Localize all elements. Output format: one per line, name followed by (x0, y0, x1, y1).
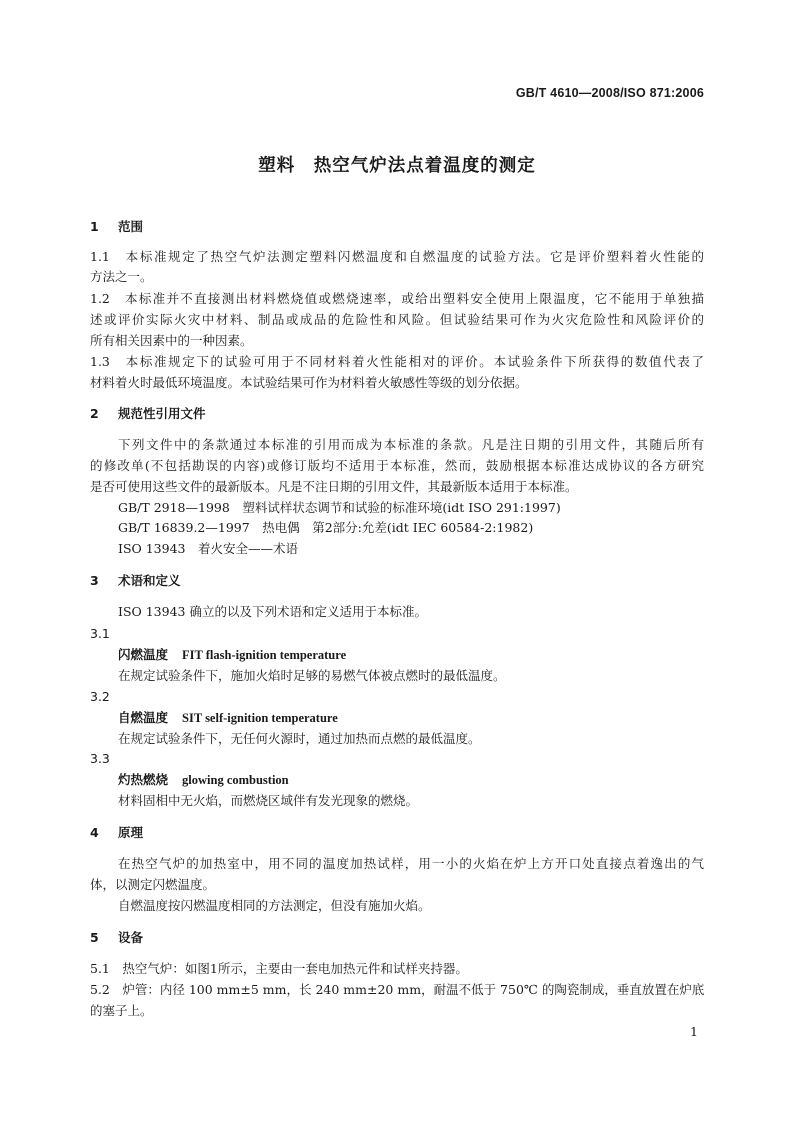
section-title: 原理 (118, 825, 144, 840)
term-number: 3.3 (90, 751, 110, 766)
reference-code: GB/T 16839.2—1997 (118, 520, 250, 535)
normative-reference (118, 541, 704, 557)
clause-5-2-line: 5.2 炉管：内径 100 mm±5 mm，长 240 mm±20 mm，耐温不低于 750℃ 的陶瓷制成，垂直放置在炉底 (90, 982, 704, 997)
section-number: 4 (90, 825, 99, 840)
section-4-para-2: 自燃温度按闪燃温度相同的方法测定，但没有施加火焰。 (118, 898, 431, 913)
term-chinese: 灼热燃烧 (118, 772, 169, 787)
section-2-para-line: 是否可使用这些文件的最新版本。凡是不注日期的引用文件，其最新版本适用于本标准。 (90, 479, 578, 494)
term-entry (118, 772, 704, 788)
section-2-heading (90, 406, 704, 422)
term-number: 3.1 (90, 626, 110, 641)
section-3-heading (90, 573, 704, 589)
section-title: 设备 (118, 930, 144, 945)
clause-1-1-line: 1.1 本标准规定了热空气炉法测定塑料闪燃温度和自燃温度的试验方法。它是评价塑料着火性能的 (90, 249, 704, 264)
term-number: 3.2 (90, 689, 110, 704)
clause-5-2-line: 的塞子上。 (90, 1003, 153, 1018)
term-english: SIT self-ignition temperature (182, 711, 338, 725)
section-3-intro: ISO 13943 确立的以及下列术语和定义适用于本标准。 (118, 604, 427, 619)
reference-title: 热电偶 第2部分:允差(idt IEC 60584-2:1982) (262, 520, 534, 535)
section-title: 规范性引用文件 (118, 406, 206, 421)
section-2-para-line: 的修改单(不包括勘误的内容)或修订版均不适用于本标准，然而，鼓励根据本标准达成协议的各方研究 (90, 458, 704, 473)
term-entry (118, 710, 704, 726)
clause-1-3-line: 1.3 本标准规定下的试验可用于不同材料着火性能相对的评价。本试验条件下所获得的数值代表了 (90, 354, 704, 369)
section-title: 范围 (118, 219, 144, 234)
page-number: 1 (690, 1024, 698, 1039)
clause-1-2-line: 所有相关因素中的一种因素。 (90, 333, 253, 348)
section-1-heading (90, 219, 704, 235)
term-english: glowing combustion (182, 773, 289, 787)
clause-1-1-line: 方法之一。 (90, 269, 153, 284)
reference-title: 着火安全——术语 (198, 541, 299, 556)
reference-code: GB/T 2918—1998 (118, 500, 230, 515)
clause-5-1: 5.1 热空气炉：如图1所示，主要由一套电加热元件和试样夹持器。 (90, 961, 468, 976)
section-4-para-line: 体，以测定闪燃温度。 (90, 877, 216, 892)
normative-reference (118, 520, 704, 536)
term-definition: 在规定试验条件下，施加火焰时足够的易燃气体被点燃时的最低温度。 (118, 668, 506, 683)
document-title: 塑料 热空气炉法点着温度的测定 (258, 156, 536, 176)
normative-reference (118, 500, 704, 516)
section-number: 5 (90, 930, 99, 945)
term-chinese: 自燃温度 (118, 710, 169, 725)
term-chinese: 闪燃温度 (118, 647, 169, 662)
reference-title: 塑料试样状态调节和试验的标准环境(idt ISO 291:1997) (242, 500, 561, 515)
clause-1-2-line: 述或评价实际火灾中材料、制品或成品的危险性和风险。但试验结果可作为火灾危险性和风险评价的 (90, 312, 704, 327)
section-number: 2 (90, 406, 99, 421)
section-2-para-line: 下列文件中的条款通过本标准的引用而成为本标准的条款。凡是注日期的引用文件，其随后所有 (118, 437, 704, 452)
section-number: 1 (90, 219, 99, 234)
reference-code: ISO 13943 (118, 541, 186, 556)
section-5-heading (90, 930, 704, 946)
term-english: FIT flash-ignition temperature (182, 648, 347, 662)
header-code: GB/T 4610—2008/ISO 871:2006 (515, 86, 704, 100)
clause-1-3-line: 材料着火时最低环境温度。本试验结果可作为材料着火敏感性等级的划分依据。 (90, 375, 528, 390)
section-title: 术语和定义 (118, 573, 181, 588)
term-entry (118, 647, 704, 663)
section-number: 3 (90, 573, 99, 588)
section-4-heading (90, 825, 704, 841)
clause-1-2-line: 1.2 本标准并不直接测出材料燃烧值或燃烧速率，或给出塑料安全使用上限温度，它不能用于单独描 (90, 291, 704, 306)
section-4-para-line: 在热空气炉的加热室中，用不同的温度加热试样，用一小的火焰在炉上方开口处直接点着逸出的气 (118, 856, 704, 871)
term-definition: 材料固相中无火焰，而燃烧区域伴有发光现象的燃烧。 (118, 793, 419, 808)
term-definition: 在规定试验条件下，无任何火源时，通过加热而点燃的最低温度。 (118, 731, 481, 746)
